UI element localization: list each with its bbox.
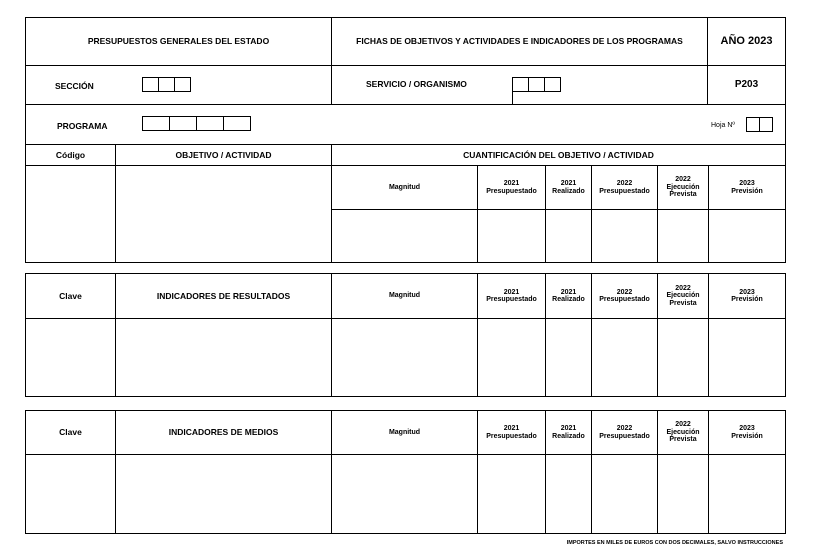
col-year: 2022 — [675, 284, 691, 292]
col-2022-presupuestado — [592, 274, 657, 318]
cuantificacion-header: CUANTIFICACIÓN DEL OBJETIVO / ACTIVIDAD — [463, 149, 654, 160]
objetivo-header: OBJETIVO / ACTIVIDAD — [175, 149, 272, 160]
seccion-label: SECCIÓN — [55, 80, 94, 91]
magnitud-header: Magnitud — [388, 428, 421, 436]
col-year: 2022 — [616, 288, 633, 296]
hoja-label: Hoja Nº — [711, 122, 735, 130]
col-year: 2021 — [503, 180, 520, 188]
col-label: Prevista — [669, 436, 697, 444]
col-label: Prevista — [669, 299, 697, 307]
col-label: Realizado — [552, 187, 585, 195]
col-label: Realizado — [552, 432, 585, 440]
col-label: Previsión — [731, 432, 763, 440]
clave-header: Clave — [59, 427, 82, 438]
col-year: 2022 — [616, 180, 633, 188]
col-label: Presupuestado — [486, 187, 537, 195]
magnitud-header: Magnitud — [388, 183, 421, 191]
col-2023-prevision — [709, 411, 785, 454]
col-2021-realizado — [546, 274, 591, 318]
col-year: 2023 — [739, 425, 755, 433]
col-label: Ejecución — [666, 183, 700, 191]
col-2022-ejecucion-prevista — [658, 166, 708, 209]
col-year: 2021 — [560, 425, 577, 433]
hoja-number-boxes[interactable] — [746, 117, 773, 132]
programa-label: PROGRAMA — [57, 120, 108, 131]
col-2021-presupuestado — [478, 411, 545, 454]
pge-title: PRESUPUESTOS GENERALES DEL ESTADO — [87, 36, 270, 47]
col-year: 2021 — [503, 288, 520, 296]
col-label: Prevista — [669, 191, 697, 199]
col-2023-prevision — [709, 274, 785, 318]
col-2022-presupuestado — [592, 166, 657, 209]
col-year: 2022 — [616, 425, 633, 433]
programa-code-boxes[interactable] — [142, 116, 251, 131]
indicadores-resultados-header: INDICADORES DE RESULTADOS — [156, 290, 291, 301]
col-2022-presupuestado — [592, 411, 657, 454]
col-label: Presupuestado — [599, 187, 650, 195]
col-2022-ejecucion-prevista — [658, 274, 708, 318]
col-2021-presupuestado — [478, 166, 545, 209]
col-year: 2022 — [675, 421, 691, 429]
magnitud-header: Magnitud — [388, 292, 421, 300]
col-label: Ejecución — [666, 292, 700, 300]
col-label: Realizado — [552, 296, 585, 303]
codigo-header: Código — [55, 149, 86, 160]
col-year: 2021 — [503, 425, 520, 433]
year-label: AÑO 2023 — [720, 34, 773, 47]
fichas-title: FICHAS DE OBJETIVOS Y ACTIVIDADES E INDICADORES DE LOS PROGRAMAS — [356, 36, 683, 47]
col-year: 2023 — [739, 180, 755, 188]
col-2023-prevision — [709, 166, 785, 209]
col-label: Presupuestado — [486, 432, 537, 440]
col-year: 2023 — [739, 288, 755, 296]
col-year: 2021 — [560, 180, 577, 188]
footer-note: IMPORTES EN MILES DE EUROS CON DOS DECIMALES, SALVO INSTRUCCIONES — [566, 540, 783, 546]
col-label: Previsión — [731, 296, 763, 303]
seccion-code-boxes[interactable] — [142, 77, 191, 92]
col-label: Presupuestado — [599, 296, 650, 303]
col-2022-ejecucion-prevista — [658, 411, 708, 454]
indicadores-medios-header: INDICADORES DE MEDIOS — [168, 427, 279, 438]
col-label: Presupuestado — [599, 432, 650, 440]
servicio-code-boxes[interactable] — [512, 77, 561, 92]
form-code: P203 — [734, 78, 759, 90]
col-year: 2021 — [560, 288, 577, 296]
col-2021-realizado — [546, 166, 591, 209]
col-2021-presupuestado — [478, 274, 545, 318]
clave-header: Clave — [59, 290, 82, 301]
servicio-label: SERVICIO / ORGANISMO — [366, 78, 467, 89]
col-2021-realizado — [546, 411, 591, 454]
col-label: Ejecución — [666, 428, 700, 436]
col-label: Previsión — [731, 187, 763, 195]
col-year: 2022 — [675, 176, 691, 184]
col-label: Presupuestado — [486, 296, 537, 303]
